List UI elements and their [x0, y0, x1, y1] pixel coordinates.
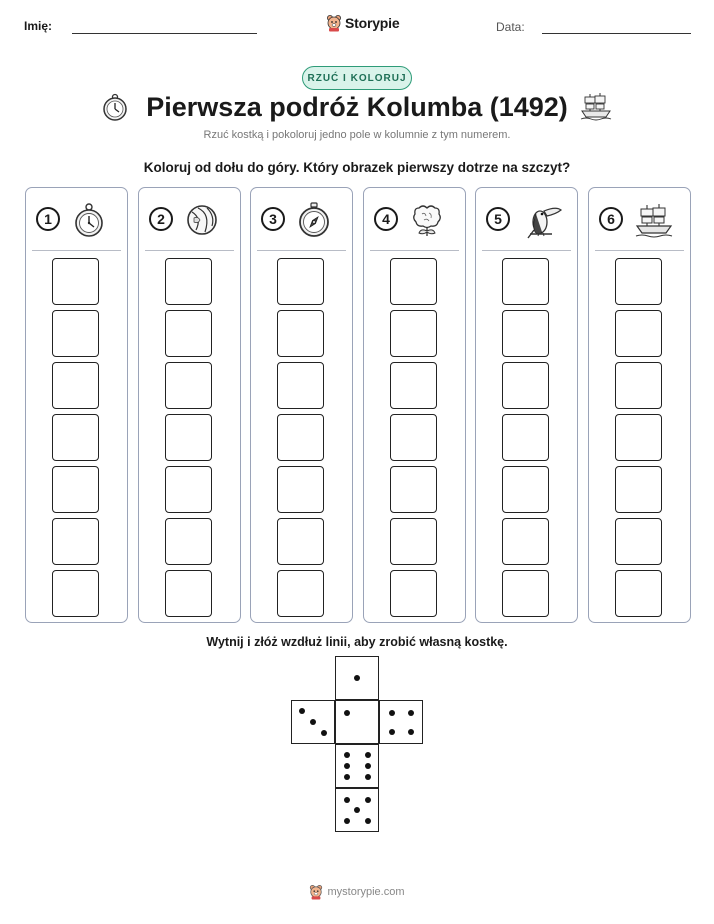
- toucan-icon: [522, 202, 562, 242]
- color-cell-1[interactable]: [615, 570, 662, 617]
- bear-mascot-icon: [326, 14, 342, 32]
- color-cell-7[interactable]: [165, 258, 212, 305]
- die-pip: [389, 729, 395, 735]
- color-cell-2[interactable]: [390, 518, 437, 565]
- color-cell-2[interactable]: [277, 518, 324, 565]
- footer-url[interactable]: mystorypie.com: [327, 886, 405, 898]
- die-pip: [408, 729, 414, 735]
- die-pip: [365, 797, 371, 803]
- column-number: 2: [149, 207, 173, 231]
- color-cell-4[interactable]: [52, 414, 99, 461]
- color-cell-3[interactable]: [615, 466, 662, 513]
- brand-name: Storypie: [345, 15, 400, 31]
- die-pip: [344, 710, 350, 716]
- sailing-ship-icon: [580, 91, 612, 121]
- color-cell-1[interactable]: [502, 570, 549, 617]
- column-3: [250, 187, 353, 623]
- color-cell-4[interactable]: [390, 414, 437, 461]
- sailing-ship-icon: [635, 202, 673, 238]
- color-cell-5[interactable]: [165, 362, 212, 409]
- column-divider: [257, 250, 346, 251]
- column-number: 4: [374, 207, 398, 231]
- die-pip: [344, 818, 350, 824]
- die-pip: [310, 719, 316, 725]
- color-cell-6[interactable]: [502, 310, 549, 357]
- color-cell-2[interactable]: [615, 518, 662, 565]
- name-label: Imię:: [24, 19, 53, 33]
- column-4: [363, 187, 466, 623]
- die-pip: [354, 675, 360, 681]
- color-cell-6[interactable]: [615, 310, 662, 357]
- die-face-1: [335, 700, 379, 744]
- color-cell-3[interactable]: [277, 466, 324, 513]
- column-1: [25, 187, 128, 623]
- cut-instruction: Wytnij i złóż wzdłuż linii, aby zrobić własną kostkę.: [206, 635, 508, 649]
- bear-mascot-icon: [309, 884, 323, 900]
- color-cell-4[interactable]: [277, 414, 324, 461]
- column-6: [588, 187, 691, 623]
- color-cell-7[interactable]: [52, 258, 99, 305]
- instruction-text: Koloruj od dołu do góry. Który obrazek pierwszy dotrze na szczyt?: [143, 160, 571, 175]
- color-cell-5[interactable]: [52, 362, 99, 409]
- die-face-6: [335, 744, 379, 788]
- color-cell-3[interactable]: [502, 466, 549, 513]
- pocket-watch-icon: [72, 202, 106, 238]
- color-cell-1[interactable]: [390, 570, 437, 617]
- column-number: 3: [261, 207, 285, 231]
- color-cell-2[interactable]: [52, 518, 99, 565]
- column-header: [26, 188, 127, 250]
- color-cell-1[interactable]: [165, 570, 212, 617]
- column-divider: [370, 250, 459, 251]
- color-cell-6[interactable]: [277, 310, 324, 357]
- die-face-1: [335, 656, 379, 700]
- column-header: [589, 188, 690, 250]
- column-header: [251, 188, 352, 250]
- subtitle: Rzuć kostką i pokoloruj jedno pole w kolumnie z tym numerem.: [203, 129, 511, 141]
- color-cell-4[interactable]: [502, 414, 549, 461]
- color-cell-6[interactable]: [52, 310, 99, 357]
- column-divider: [595, 250, 684, 251]
- color-cell-2[interactable]: [165, 518, 212, 565]
- date-field-line[interactable]: [542, 33, 691, 34]
- die-pip: [354, 807, 360, 813]
- color-cell-5[interactable]: [502, 362, 549, 409]
- color-cell-1[interactable]: [277, 570, 324, 617]
- color-cell-4[interactable]: [165, 414, 212, 461]
- column-divider: [482, 250, 571, 251]
- header: [0, 14, 714, 38]
- color-cell-7[interactable]: [615, 258, 662, 305]
- compass-icon: [297, 202, 331, 238]
- column-header: [139, 188, 240, 250]
- color-cell-7[interactable]: [390, 258, 437, 305]
- color-cell-7[interactable]: [277, 258, 324, 305]
- name-field-line[interactable]: [72, 33, 257, 34]
- color-cell-3[interactable]: [165, 466, 212, 513]
- color-cell-2[interactable]: [502, 518, 549, 565]
- column-number: 5: [486, 207, 510, 231]
- color-cell-6[interactable]: [390, 310, 437, 357]
- color-cell-4[interactable]: [615, 414, 662, 461]
- column-number: 6: [599, 207, 623, 231]
- color-cell-3[interactable]: [390, 466, 437, 513]
- color-cell-5[interactable]: [615, 362, 662, 409]
- page-title: Pierwsza podróż Kolumba (1492): [146, 92, 568, 122]
- brand-logo: [326, 14, 399, 32]
- die-pip: [365, 763, 371, 769]
- die-face-3: [291, 700, 335, 744]
- activity-badge: RZUĆ I KOLORUJ: [302, 66, 412, 90]
- column-2: [138, 187, 241, 623]
- die-pip: [408, 710, 414, 716]
- cotton-plant-icon: [410, 202, 444, 238]
- die-pip: [344, 797, 350, 803]
- color-cell-6[interactable]: [165, 310, 212, 357]
- die-face-5: [335, 788, 379, 832]
- die-pip: [365, 818, 371, 824]
- die-pip: [344, 774, 350, 780]
- color-cell-5[interactable]: [277, 362, 324, 409]
- column-divider: [145, 250, 234, 251]
- die-pip: [344, 763, 350, 769]
- column-header: [364, 188, 465, 250]
- date-label: Data:: [496, 20, 525, 34]
- die-pip: [321, 730, 327, 736]
- column-5: [475, 187, 578, 623]
- die-pip: [344, 752, 350, 758]
- column-header: [476, 188, 577, 250]
- globe-icon: [185, 202, 219, 238]
- footer: [0, 884, 714, 900]
- die-pip: [365, 752, 371, 758]
- color-cell-7[interactable]: [502, 258, 549, 305]
- column-number: 1: [36, 207, 60, 231]
- die-pip: [365, 774, 371, 780]
- die-pip: [299, 708, 305, 714]
- color-cell-5[interactable]: [390, 362, 437, 409]
- column-divider: [32, 250, 121, 251]
- die-pip: [389, 710, 395, 716]
- color-cell-3[interactable]: [52, 466, 99, 513]
- color-cell-1[interactable]: [52, 570, 99, 617]
- die-face-4: [379, 700, 423, 744]
